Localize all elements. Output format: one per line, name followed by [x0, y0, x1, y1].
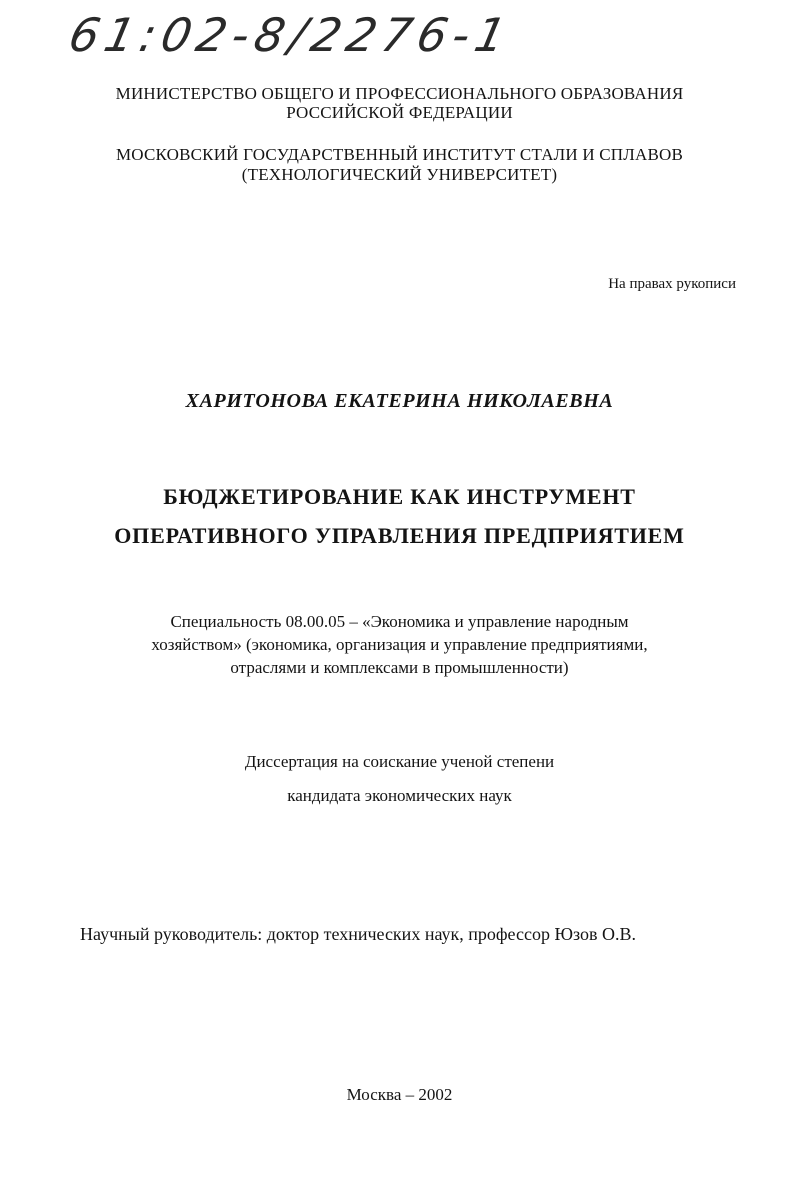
- manuscript-note: На правах рукописи: [608, 276, 736, 292]
- dissertation-line-1: Диссертация на соискание ученой степени: [244, 752, 555, 771]
- institute-line-1: МОСКОВСКИЙ ГОСУДАРСТВЕННЫЙ ИНСТИТУТ СТАЛИ И СПЛАВОВ: [115, 145, 684, 164]
- specialty-line-3: отраслями и комплексами в промышленности): [230, 658, 569, 677]
- institute-line-2: (ТЕХНОЛОГИЧЕСКИЙ УНИВЕРСИТЕТ): [241, 165, 558, 184]
- city-year: Москва – 2002: [346, 1085, 453, 1104]
- dissertation-line-2: кандидата экономических наук: [287, 786, 512, 805]
- handwritten-catalog-number: 61:02-8/2276-1: [64, 8, 517, 62]
- author-name: ХАРИТОНОВА ЕКАТЕРИНА НИКОЛАЕВНА: [185, 390, 614, 412]
- ministry-line-1: МИНИСТЕРСТВО ОБЩЕГО И ПРОФЕССИОНАЛЬНОГО ОБРАЗОВАНИЯ: [115, 84, 684, 103]
- title-line-2: ОПЕРАТИВНОГО УПРАВЛЕНИЯ ПРЕДПРИЯТИЕМ: [114, 523, 685, 548]
- specialty-line-2: хозяйством» (экономика, организация и управление предприятиями,: [151, 635, 648, 654]
- ministry-line-2: РОССИЙСКОЙ ФЕДЕРАЦИИ: [286, 103, 513, 122]
- supervisor-line: Научный руководитель: доктор технических наук, профессор Юзов О.В.: [80, 924, 636, 944]
- title-line-1: БЮДЖЕТИРОВАНИЕ КАК ИНСТРУМЕНТ: [163, 484, 636, 509]
- specialty-line-1: Специальность 08.00.05 – «Экономика и управление народным: [170, 612, 629, 631]
